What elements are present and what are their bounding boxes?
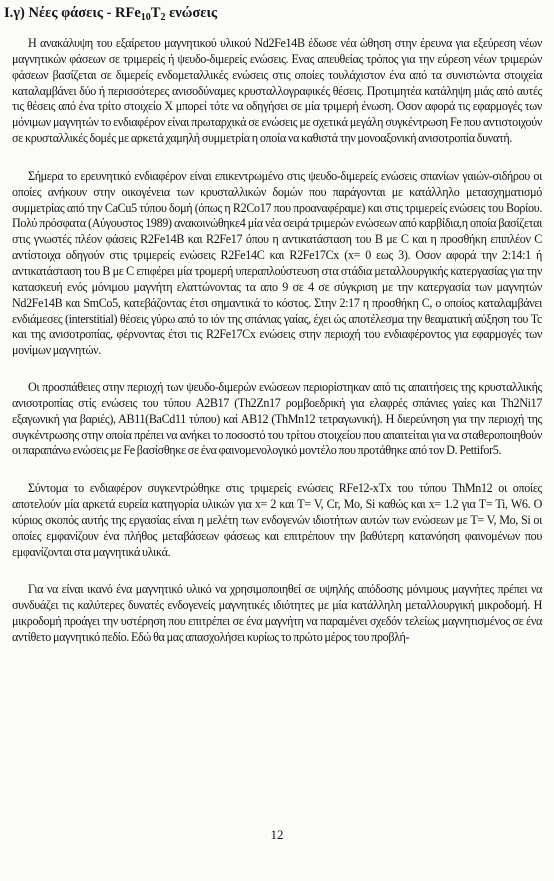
paragraph-4: Σύντομα το ενδιαφέρον συγκεντρώθηκε στις τριμερείς ενώσεις RFe12-xTx του τύπου ThMn12 οι οποίες αποτελούν μία αρκετά ευρεία κατηγορία υλικών για x= 2 και T= V, Cr, Mo, Si καθώς και x= 1.2 για T= Ti, W6. Ο κύριος σκοπός αυτής της εργασίας είναι η μελέτη των ενδογενών ιδιοτήτων αυτών των ενώσεων με T= V, Mo, Si οι οποίες εμφανίζουν ένα πλήθος μεταβάσεων φάσεως και επιτρέπουν την βαθύτερη κατανόηση φαινομένων που εμφανίζονται στα μαγνητικά υλικά. bbox=[12, 481, 542, 559]
heading-prefix: I.γ) Νέες φάσεις - RFe bbox=[4, 5, 141, 21]
heading-subscript-2: 2 bbox=[160, 12, 166, 23]
paragraph-2: Σήμερα το ερευνητικό ενδιαφέρον είναι επικεντρωμένο στις ψευδο-διμερείς ενώσεις σπανίων γαιών-σιδήρου οι οποίες ανήκουν στην οικογένεια των κρυσταλλικών δομών που παράγονται με κατάλληλο μετασχηματισμό συμμετρίας από την CaCu5 τύπου δομή (όπως η R2Co17 που προαναφέραμε) και στις τριμερείς ενώσεις του Βορίου. Πολύ πρόσφατα (Αύγουστος 1989) ανακοινώθηκε4 μία νέα σειρά τριμερών ενώσεων από καρβίδια,η οποία βασίζεται στις γνωστές πλέον φάσεις R2Fe14B και R2Fe17 όπου η αντικατάσταση του B με C και η προσθήκη επιπλέον C αντίστοιχα οδηγούν στις τριμερείς ενώσεις R2Fe14C και R2Fe17Cx (x= 0 εως 3). Οσον αφορά την 2:14:1 ή αντικατάσταση του B με C επιφέρει μία τρομερή υπεραπλούστευση στα στάδια μεταλλουργικής κατεργασίας για την κατασκευή ενός μόνιμου μαγνήτη ελαττώνοντας τα απο 9 σε 4 σε σύγκριση με την κατεργασία των μαγνητών Nd2Fe14B και SmCo5, κατεβάζοντας έτσι σημαντικά το κόστος. Στην 2:17 η προσθήκη C, ο οποίος καταλαμβάνει ενδιάμεσες (interstitial) θέσεις γύρω από το ιόν της σπάνιας γαίας, έχει ώς αποτέλεσμα την θεαματική αύξηση του Tc και της ανισοτροπίας, φέρνοντας έτσι τις R2Fe17Cx ενώσεις στην περιοχή του ενδιαφέροντος για εφαρμογές των μονίμων μαγνητών. bbox=[12, 168, 542, 358]
heading-subscript-10: 10 bbox=[140, 12, 151, 23]
paragraph-3: Οι προσπάθειες στην περιοχή των ψευδο-διμερών ενώσεων περιορίστηκαν από τις απαιτήσεις της κρυσταλλικής ανισοτροπίας στίς ενώσεις του τύπου A2B17 (Th2Zn17 ρομβοεδρική για ελαφρές σπάνιες γαίες και Th2Ni17 εξαγωνική για βαριές), AB11(BaCd11 τύπου) καί AB12 (ThMn12 τετραγωνική). Η διερεύνηση για την περιοχή της συγκέντρωσης στην οποία πρέπει να ανήκει το ποσοστό του τρίτου στοιχείου που απαιτείται για να σταθεροποιηθούν οι παραπάνω ενώσεις με Fe βασίσθηκε σε ένα φαινομενολογικό μοντέλο που προτάθηκε από τον D. Pettifor5. bbox=[12, 380, 542, 458]
heading-mid: T bbox=[150, 5, 161, 21]
paragraph-5: Για να είναι ικανό ένα μαγνητικό υλικό να χρησιμοποιηθεί σε υψηλής απόδοσης μόνιμους μαγνήτες πρέπει να συνδυάζει τις καλύτερες δυνατές ενδογενείς μαγνητικές ιδιότητες με μία κατάλληλη μεταλλουργική μικροδομή. Η μικροδομή προάγει την υστέρηση που επιτρέπει σε ένα μαγνήτη να παραμένει σχεδόν τελείως μαγνητισμένος σε ένα αντίθετο μαγνητικό πεδίο. Εδώ θα μας απασχολήσει κυρίως το πρώτο μέρος του προβλή- bbox=[12, 582, 542, 644]
page-number: 12 bbox=[270, 827, 284, 842]
paragraph-1: Η ανακάλυψη του εξαίρετου μαγνητικού υλικού Nd2Fe14B έδωσε νέα ώθηση στην έρευνα για εξεύρεση νέων μαγνητικών φάσεων σε τριμερείς ή ψευδο-διμερείς ενώσεις. Ενας απευθείας τρόπος για την εύρεση νέων τριμερών φάσεων βασίζεται σε διμερείς ενδομεταλλικές ενώσεις στις οποίες τουλάχιστον ένα από τα συνιστώντα στοιχεία καταλαμβάνει δύο ή περισσότερες ανισοδύναμες κρυσταλλογραφικές θέσεις. Προτιμητέα κατάληψη μιάς από αυτές τις θέσεις από ένα τρίτο στοιχείο X μπορεί τότε να οδηγήσει σε μία τριμερή ένωση. Οσον αφορά τις εφαρμογές των μόνιμων μαγνητών το ενδιαφέρον είναι πρωταρχικά σε ενώσεις με σχετικά μεγάλη συγκέντρωση Fe που αντιστοιχούν σε κρυσταλλικές δομές με αρκετά χαμηλή συμμετρία η οποία να καθιστά την μονοαξονική ανισοτροπία δυνατή. bbox=[12, 36, 542, 146]
body-text bbox=[12, 36, 542, 668]
heading-suffix: ενώσεις bbox=[165, 5, 218, 21]
section-heading bbox=[4, 4, 217, 27]
